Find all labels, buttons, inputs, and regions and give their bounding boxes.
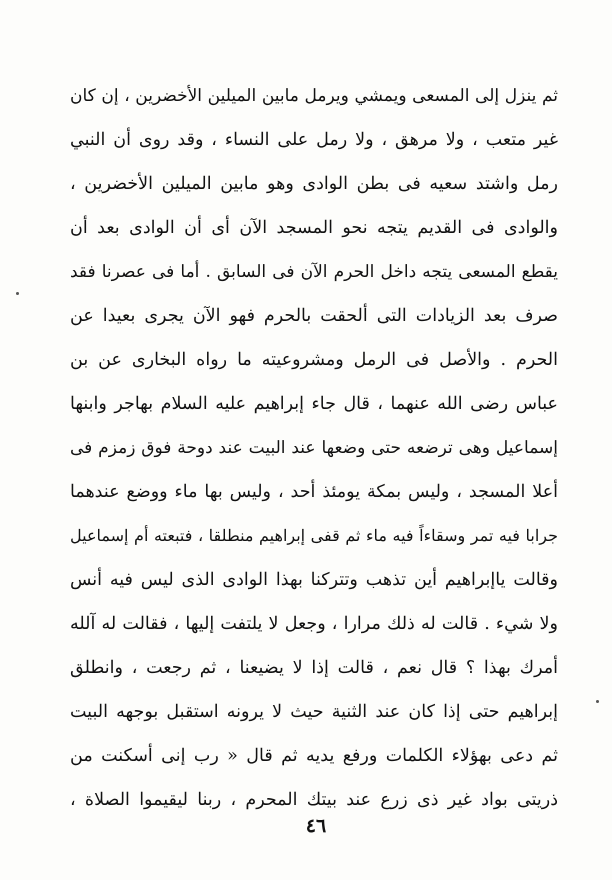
text-line: غير متعب ، ولا مرهق ، ولا رمل على النساء ، وقد روى أن النبي: [70, 130, 558, 150]
text-line: جرابا فيه تمر وسقاءاً فيه ماء ثم قفى إبراهيم منطلقا ، فتبعته أم إسماعيل: [70, 526, 558, 545]
text-line: الحرم . والأصل فى الرمل ومشروعيته ما رواه البخارى عن بن: [70, 350, 558, 370]
text-line: صرف بعد الزيادات التى ألحقت بالحرم فهو الآن يجرى بعيدا عن: [70, 306, 558, 326]
text-line: يقطع المسعى يتجه داخل الحرم الآن فى السابق . أما فى عصرنا فقد: [70, 262, 558, 282]
text-line: عباس رضى الله عنهما ، قال جاء إبراهيم عليه السلام بهاجر وابنها: [70, 394, 558, 414]
text-line: إسماعيل وهى ترضعه حتى وضعها عند البيت عند دوحة فوق زمزم فى: [70, 438, 558, 458]
margin-speck: [16, 292, 19, 295]
text-line: إبراهيم حتى إذا كان عند الثنية حيث لا يرونه استقبل بوجهه البيت: [70, 702, 558, 722]
text-line: ثم ينزل إلى المسعى ويمشي ويرمل مابين الميلين الأخضرين ، إن كان: [70, 86, 558, 106]
text-line: ذريتى بواد غير ذى زرع عند بيتك المحرم ، ربنا ليقيموا الصلاة ،: [70, 790, 558, 810]
body-text: [70, 74, 558, 822]
text-line: رمل واشتد سعيه فى بطن الوادى وهو مابين الميلين الأخضرين ،: [70, 174, 558, 194]
page-number: ٤٦: [305, 815, 327, 837]
text-line: أعلا المسجد ، وليس بمكة يومئذ أحد ، وليس بها ماء ووضع عندهما: [70, 482, 558, 502]
text-line: ثم دعى بهؤلاء الكلمات ورفع يديه ثم قال « رب إنى أسكنت من: [70, 746, 558, 766]
text-line: ولا شيء . قالت له ذلك مرارا ، وجعل لا يلتفت إليها ، فقالت له آلله: [70, 614, 558, 634]
text-line: والوادى فى القديم يتجه نحو المسجد الآن أى أن الوادى بعد أن: [70, 218, 558, 238]
margin-speck: [596, 700, 599, 703]
text-line: وقالت ياإبراهيم أين تذهب وتتركنا بهذا الوادى الذى ليس فيه أنس: [70, 570, 558, 590]
text-line: أمرك بهذا ؟ قال نعم ، قالت إذا لا يضيعنا ، ثم رجعت ، وانطلق: [70, 658, 558, 678]
